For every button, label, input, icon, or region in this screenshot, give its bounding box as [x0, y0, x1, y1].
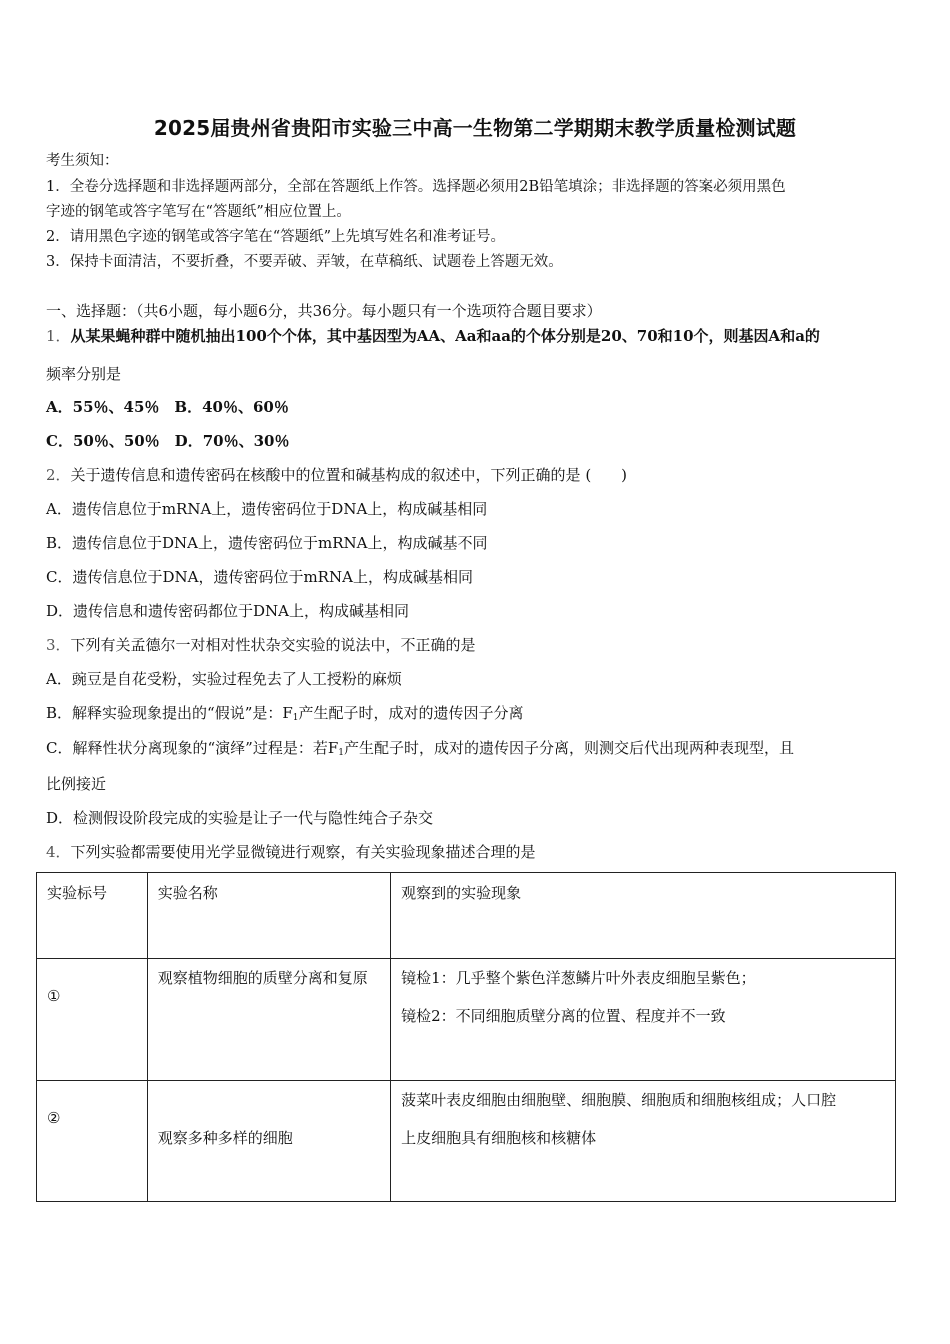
question-1-options-ab: A．55％、45％ B．40％、60％	[46, 398, 289, 416]
question-text: 从某果蝇种群中随机抽出100个个体，其中基因型为AA、Aa和aa的个体分别是20、70和10个，则基因A和a的	[70, 327, 820, 345]
notice-item: 字迹的钢笔或答字笔写在“答题纸”相应位置上。	[46, 204, 351, 220]
table-cell	[147, 959, 390, 1081]
header-id: 实验标号	[47, 884, 108, 902]
option-c-text: 产生配子时，成对的遗传因子分离，则测交后代出现两种表现型，且	[343, 739, 794, 757]
table-header-cell	[391, 873, 896, 959]
observation-line: 镜检1：几乎整个紫色洋葱鳞片叶外表皮细胞呈紫色；	[401, 969, 756, 987]
question-1-cont: 频率分别是	[46, 365, 122, 383]
subscript: 1	[292, 713, 299, 723]
option-d: D．检测假设阶段完成的实验是让子一代与隐性纯合子杂交	[46, 809, 434, 827]
notice-item: 1．全卷分选择题和非选择题两部分，全部在答题纸上作答。选择题必须用2B铅笔填涂；非选择题的答案必须用黑色	[46, 179, 786, 195]
row-id: ②	[47, 1109, 61, 1127]
observation-line: 上皮细胞具有细胞核和核糖体	[401, 1129, 597, 1147]
notice-item: 2．请用黑色字迹的钢笔或答字笔在“答题纸”上先填写姓名和准考证号。	[46, 229, 506, 245]
header-observation: 观察到的实验现象	[401, 884, 522, 902]
row-name: 观察植物细胞的质壁分离和复原	[157, 969, 368, 987]
option-d: D．遗传信息和遗传密码都位于DNA上，构成碱基相同	[46, 602, 410, 620]
table-cell	[37, 1081, 148, 1202]
row-name: 观察多种多样的细胞	[157, 1129, 293, 1147]
question-number: 4．	[46, 843, 71, 861]
option-b	[46, 703, 904, 728]
table-header-cell	[37, 873, 148, 959]
table-row	[37, 1081, 896, 1202]
question-text: 关于遗传信息和遗传密码在核酸中的位置和碱基构成的叙述中，下列正确的是 ( )	[70, 466, 628, 484]
question-1	[46, 326, 904, 346]
option-b: B．遗传信息位于DNA上，遗传密码位于mRNA上，构成碱基不同	[46, 534, 488, 552]
question-1-options-cd: C．50％、50％ D．70％、30％	[46, 432, 290, 450]
option-c-text: C．解释性状分离现象的“演绎”过程是：若F	[46, 739, 339, 757]
page-title: 2025届贵州省贵阳市实验三中高一生物第二学期期末教学质量检测试题	[153, 116, 797, 140]
option-c-cont: 比例接近	[46, 775, 107, 793]
section-heading: 一、选择题：（共6小题，每小题6分，共36分。每小题只有一个选项符合题目要求）	[46, 302, 602, 320]
table-cell	[147, 1081, 390, 1202]
row-observation	[391, 1081, 895, 1167]
option-a: A．遗传信息位于mRNA上，遗传密码位于DNA上，构成碱基相同	[46, 500, 488, 518]
option-a: A．豌豆是自花受粉，实验过程免去了人工授粉的麻烦	[46, 670, 402, 688]
question-3	[46, 635, 904, 655]
question-2	[46, 465, 904, 485]
option-c: C．遗传信息位于DNA，遗传密码位于mRNA上，构成碱基相同	[46, 568, 473, 586]
option-b-text: 产生配子时，成对的遗传因子分离	[298, 704, 524, 722]
notice-heading: 考生须知：	[46, 153, 119, 169]
table-cell	[391, 1081, 896, 1202]
question-text: 下列实验都需要使用光学显微镜进行观察，有关实验现象描述合理的是	[70, 843, 536, 861]
notice-item: 3．保持卡面清洁，不要折叠，不要弄破、弄皱，在草稿纸、试题卷上答题无效。	[46, 254, 563, 270]
row-id: ①	[47, 987, 61, 1005]
option-c	[46, 738, 904, 763]
table-cell	[37, 959, 148, 1081]
table-row	[37, 959, 896, 1081]
table-header-row	[37, 873, 896, 959]
header-name: 实验名称	[157, 884, 218, 902]
question-number: 2．	[46, 466, 71, 484]
row-observation	[391, 959, 895, 1045]
subscript: 1	[338, 748, 344, 758]
experiment-table	[36, 872, 896, 1202]
question-4	[46, 842, 904, 862]
question-text: 下列有关孟德尔一对相对性状杂交实验的说法中，不正确的是	[70, 636, 476, 654]
question-number: 1．	[46, 327, 71, 345]
observation-line: 菠菜叶表皮细胞由细胞壁、细胞膜、细胞质和细胞核组成；人口腔	[401, 1091, 837, 1109]
question-number: 3．	[46, 636, 71, 654]
table-header-cell	[147, 873, 390, 959]
option-b-text: B．解释实验现象提出的“假说”是：F	[46, 704, 293, 722]
observation-line: 镜检2：不同细胞质壁分离的位置、程度并不一致	[401, 1007, 726, 1025]
table-cell	[391, 959, 896, 1081]
